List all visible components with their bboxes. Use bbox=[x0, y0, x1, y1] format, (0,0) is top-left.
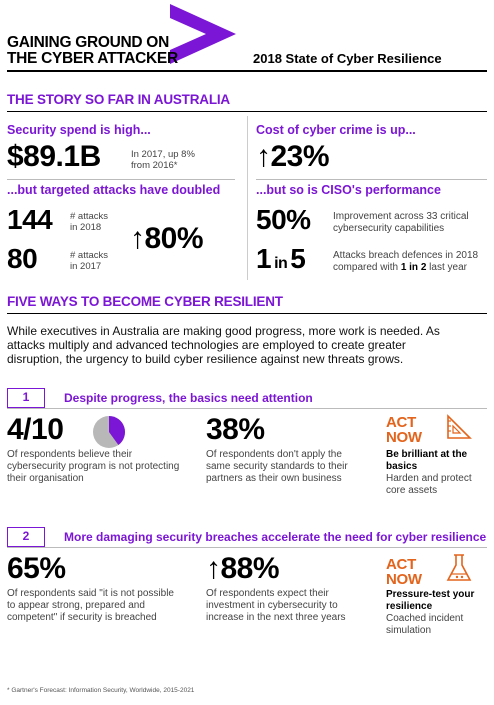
way-1-action-title-line-1: Be brilliant at the bbox=[386, 449, 468, 460]
way-2-act-now bbox=[386, 557, 422, 587]
way-2-action-description-line-1: Coached incident bbox=[386, 613, 464, 624]
attacks-2018-note bbox=[70, 211, 108, 233]
way-1-action-title bbox=[386, 449, 467, 473]
ruler-triangle-icon bbox=[444, 412, 474, 442]
way-1-stat-2-line-1: Of respondents don't apply the bbox=[206, 449, 342, 460]
story-right-divider bbox=[256, 179, 487, 180]
footnote: * Gartner's Forecast: Information Security, Worldwide, 2015-2021 bbox=[7, 687, 195, 694]
act-word: ACT bbox=[386, 556, 416, 573]
five-ways-intro-line-1: While executives in Australia are making good progress, more work is needed. As bbox=[7, 324, 440, 338]
security-spend-note bbox=[131, 149, 195, 171]
way-1-pie-chart bbox=[92, 415, 126, 449]
way-2-stat-2-line-3: increase in the next three years bbox=[206, 612, 346, 623]
up-arrow-icon: ↑ bbox=[256, 140, 271, 173]
breach-ratio bbox=[256, 243, 305, 275]
way-1-stat-2-line-3: partners as their own business bbox=[206, 473, 342, 484]
act-word: ACT bbox=[386, 414, 416, 431]
story-section-title: THE STORY SO FAR IN AUSTRALIA bbox=[7, 92, 230, 107]
attacks-2018-note-line-1: # attacks bbox=[70, 211, 109, 222]
cost-cyber-crime-label: Cost of cyber crime is up... bbox=[256, 123, 416, 137]
header bbox=[0, 0, 494, 80]
way-2-stat-2-description bbox=[206, 588, 346, 624]
way-2-stat-1-line-2: to appear strong, prepared and bbox=[7, 600, 145, 611]
attacks-2017-note bbox=[70, 250, 108, 272]
way-1-action-title-line-2: basics bbox=[386, 461, 418, 472]
page-title-line-2: THE CYBER ATTACKER bbox=[7, 50, 178, 67]
story-title-rule bbox=[7, 111, 487, 112]
way-2-action-title-line-2: resilience bbox=[386, 601, 433, 612]
up-arrow-icon: ↑ bbox=[130, 222, 145, 255]
attacks-2018-value: 144 bbox=[7, 204, 53, 235]
way-1-stat-1-line-1: Of respondents believe their bbox=[7, 449, 133, 460]
way-2-rule bbox=[7, 547, 487, 548]
breach-note-suffix: last year bbox=[426, 262, 467, 273]
security-spend-note-line-1: In 2017, up 8% bbox=[131, 149, 195, 160]
security-spend-value: $89.1B bbox=[7, 140, 101, 173]
breach-note-line-1: Attacks breach defences in 2018 bbox=[333, 250, 479, 261]
breach-ratio-denominator: 5 bbox=[290, 243, 306, 274]
way-1-action-description-line-2: core assets bbox=[386, 485, 438, 496]
five-ways-intro bbox=[7, 324, 492, 366]
way-2-stat-1-line-1: Of respondents said "it is not possible bbox=[7, 588, 174, 599]
ciso-performance-label: ...but so is CISO's performance bbox=[256, 183, 441, 197]
way-2-stat-2-line-1: Of respondents expect their bbox=[206, 588, 329, 599]
up-arrow-icon: ↑ bbox=[206, 552, 221, 585]
way-2-action-description bbox=[386, 613, 463, 637]
way-2-action-description-line-2: simulation bbox=[386, 625, 432, 636]
breach-ratio-numerator: 1 bbox=[256, 243, 272, 274]
attacks-2017-note-line-2: in 2017 bbox=[70, 261, 102, 272]
cost-cyber-crime bbox=[256, 140, 329, 174]
way-1-action-description bbox=[386, 473, 472, 497]
ciso-improvement-note bbox=[333, 211, 469, 235]
lab-flask-icon bbox=[444, 552, 474, 584]
way-2-stat-1-description bbox=[7, 588, 174, 624]
way-1-heading: Despite progress, the basics need attention bbox=[64, 391, 313, 405]
report-subtitle: 2018 State of Cyber Resilience bbox=[253, 51, 442, 66]
ciso-improvement-note-line-1: Improvement across 33 critical bbox=[333, 211, 469, 222]
story-column-divider bbox=[247, 116, 248, 280]
way-2-stat-2-line-2: investment in cybersecurity to bbox=[206, 600, 338, 611]
way-1-stat-1-value: 4/10 bbox=[7, 413, 64, 446]
way-2-number-box: 2 bbox=[7, 527, 45, 547]
ciso-improvement-note-line-2: cybersecurity capabilities bbox=[333, 223, 445, 234]
targeted-attacks-label: ...but targeted attacks have doubled bbox=[7, 183, 221, 197]
way-1-number-box: 1 bbox=[7, 388, 45, 408]
way-1-stat-2-description bbox=[206, 449, 348, 485]
way-1-stat-1-line-2: cybersecurity program is not protecting bbox=[7, 461, 180, 472]
accenture-chevron-logo bbox=[170, 4, 240, 64]
way-1-stat-1-line-3: their organisation bbox=[7, 473, 84, 484]
breach-note-line-2 bbox=[333, 262, 478, 274]
way-2-action-title bbox=[386, 589, 474, 613]
page-title bbox=[7, 35, 178, 67]
attacks-increase-value: 80% bbox=[144, 222, 204, 255]
way-1-action-description-line-1: Harden and protect bbox=[386, 473, 472, 484]
five-ways-section-title: FIVE WAYS TO BECOME CYBER RESILIENT bbox=[7, 294, 283, 309]
breach-note-prefix: compared with bbox=[333, 262, 401, 273]
attacks-2017-value: 80 bbox=[7, 243, 38, 274]
attacks-2018-note-line-2: in 2018 bbox=[70, 222, 102, 233]
way-2-heading: More damaging security breaches accelerate the need for cyber resilience bbox=[64, 530, 487, 544]
way-2-stat-2 bbox=[206, 552, 279, 586]
way-1-stat-2-value: 38% bbox=[206, 413, 265, 446]
way-1-act-now bbox=[386, 415, 422, 445]
way-1-stat-1-description bbox=[7, 449, 179, 485]
header-divider bbox=[7, 70, 487, 72]
story-left-divider bbox=[7, 179, 235, 180]
way-1-rule bbox=[7, 408, 487, 409]
page-title-line-1: GAINING GROUND ON bbox=[7, 34, 169, 51]
breach-note bbox=[333, 250, 478, 274]
now-word: NOW bbox=[386, 571, 422, 588]
attacks-2017-note-line-1: # attacks bbox=[70, 250, 109, 261]
breach-ratio-in: in bbox=[274, 255, 288, 272]
security-spend-note-line-2: from 2016* bbox=[131, 160, 178, 171]
ciso-improvement-value: 50% bbox=[256, 204, 311, 235]
cost-cyber-crime-value: 23% bbox=[270, 140, 330, 173]
security-spend-label: Security spend is high... bbox=[7, 123, 151, 137]
way-2-stat-2-value: 88% bbox=[220, 552, 280, 585]
way-2-stat-1-value: 65% bbox=[7, 552, 66, 585]
five-ways-intro-line-3: disruption, the urgency to build cyber resilience against new threats grows. bbox=[7, 352, 404, 366]
five-ways-title-rule bbox=[7, 313, 487, 314]
way-2-action-title-line-1: Pressure-test your bbox=[386, 589, 475, 600]
way-1-stat-2-line-2: same security standards to their bbox=[206, 461, 348, 472]
five-ways-intro-line-2: attacks multiply and advanced technologies are employed to create greater bbox=[7, 338, 406, 352]
way-2-stat-1-line-3: competent" if security is breached bbox=[7, 612, 157, 623]
now-word: NOW bbox=[386, 429, 422, 446]
breach-note-bold: 1 in 2 bbox=[400, 262, 427, 273]
attacks-increase bbox=[130, 222, 203, 256]
